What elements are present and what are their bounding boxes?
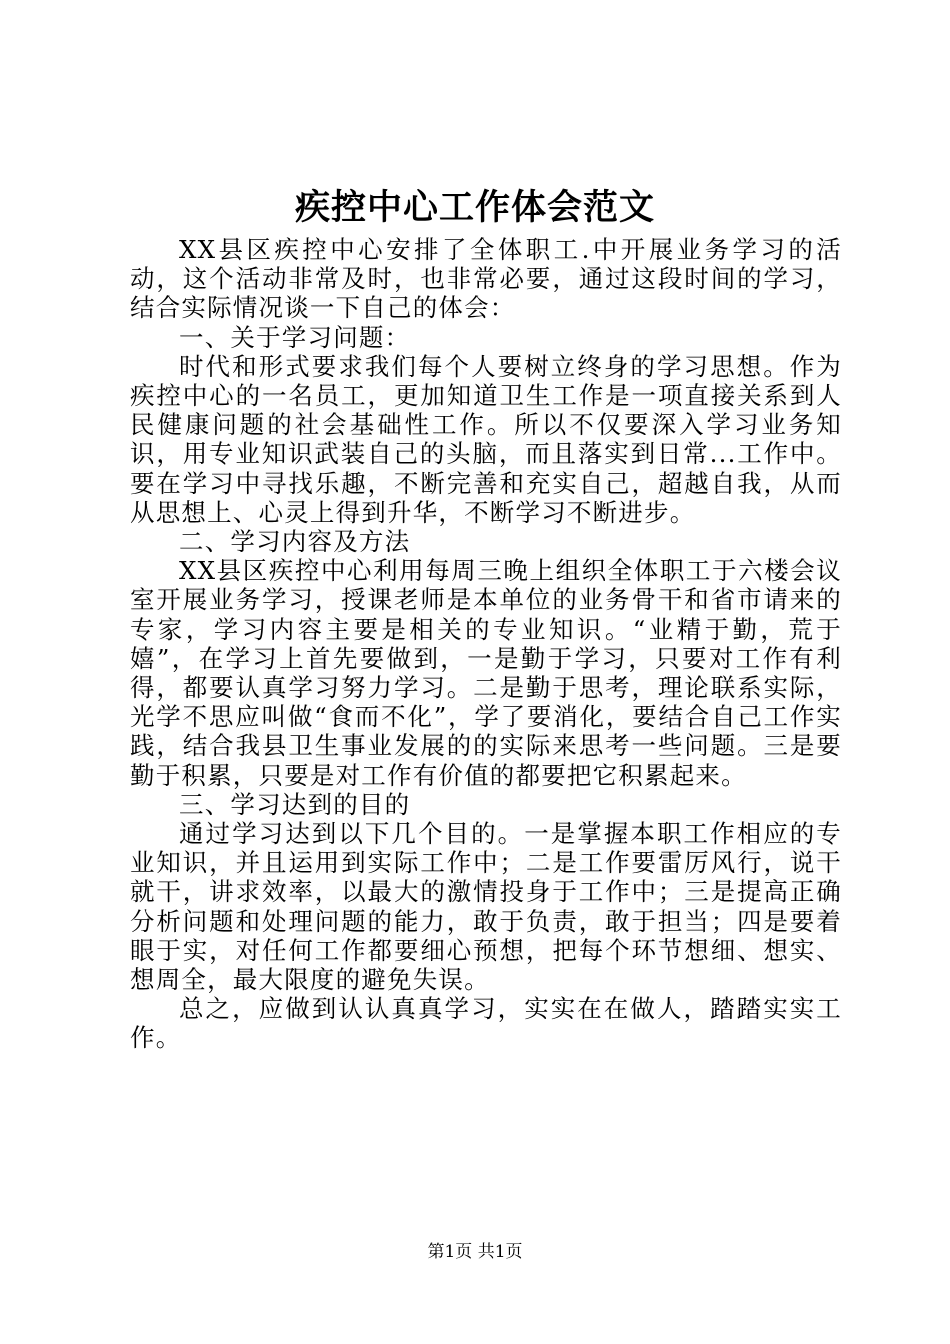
intro-paragraph: XX县区疾控中心安排了全体职工.中开展业务学习的活动，这个活动非常及时，也非常必要，通过这段时间的学习，结合实际情况谈一下自己的体会： — [130, 235, 842, 323]
section-paragraph-2: XX县区疾控中心利用每周三晚上组织全体职工于六楼会议室开展业务学习，授课老师是本单位的业务骨干和省市请来的专家，学习内容主要是相关的专业知识。“业精于勤，荒于嬉”，在学习上首先要做到，一是勤于学习，只要对工作有利得，都要认真学习努力学习。二是勤于思考，理论联系实际，光学不思应叫做“食而不化”，学了要消化，要结合自己工作实践，结合我县卫生事业发展的的实际来思考一些问题。三是要勤于积累，只要是对工作有价值的都要把它积累起来。 — [130, 556, 842, 790]
page-number-footer: 第1页 共1页 — [427, 1242, 523, 1262]
section-heading-1: 一、关于学习问题： — [179, 322, 411, 352]
document-body — [130, 235, 842, 1053]
section-paragraph-3: 通过学习达到以下几个目的。一是掌握本职工作相应的专业知识，并且运用到实际工作中；二是工作要雷厉风行，说干就干，讲求效率，以最大的激情投身于工作中；三是提高正确分析问题和处理问题的能力，敢于负责，敢于担当；四是要着眼于实，对任何工作都要细心预想，把每个环节想细、想实、想周全，最大限度的避免失误。 — [130, 819, 842, 995]
section-heading-2: 二、学习内容及方法 — [179, 527, 411, 557]
section-paragraph-1: 时代和形式要求我们每个人要树立终身的学习思想。作为疾控中心的一名员工，更加知道卫生工作是一项直接关系到人民健康问题的社会基础性工作。所以不仅要深入学习业务知识，用专业知识武装自己的头脑，而且落实到日常...工作中。要在学习中寻找乐趣，不断完善和充实自己，超越自我，从而从思想上、心灵上得到升华，不断学习不断进步。 — [130, 351, 842, 527]
section-heading-3: 三、学习达到的目的 — [179, 789, 411, 819]
conclusion-paragraph: 总之，应做到认认真真学习，实实在在做人，踏踏实实工作。 — [130, 994, 842, 1053]
document-title: 疾控中心工作体会范文 — [294, 187, 655, 228]
